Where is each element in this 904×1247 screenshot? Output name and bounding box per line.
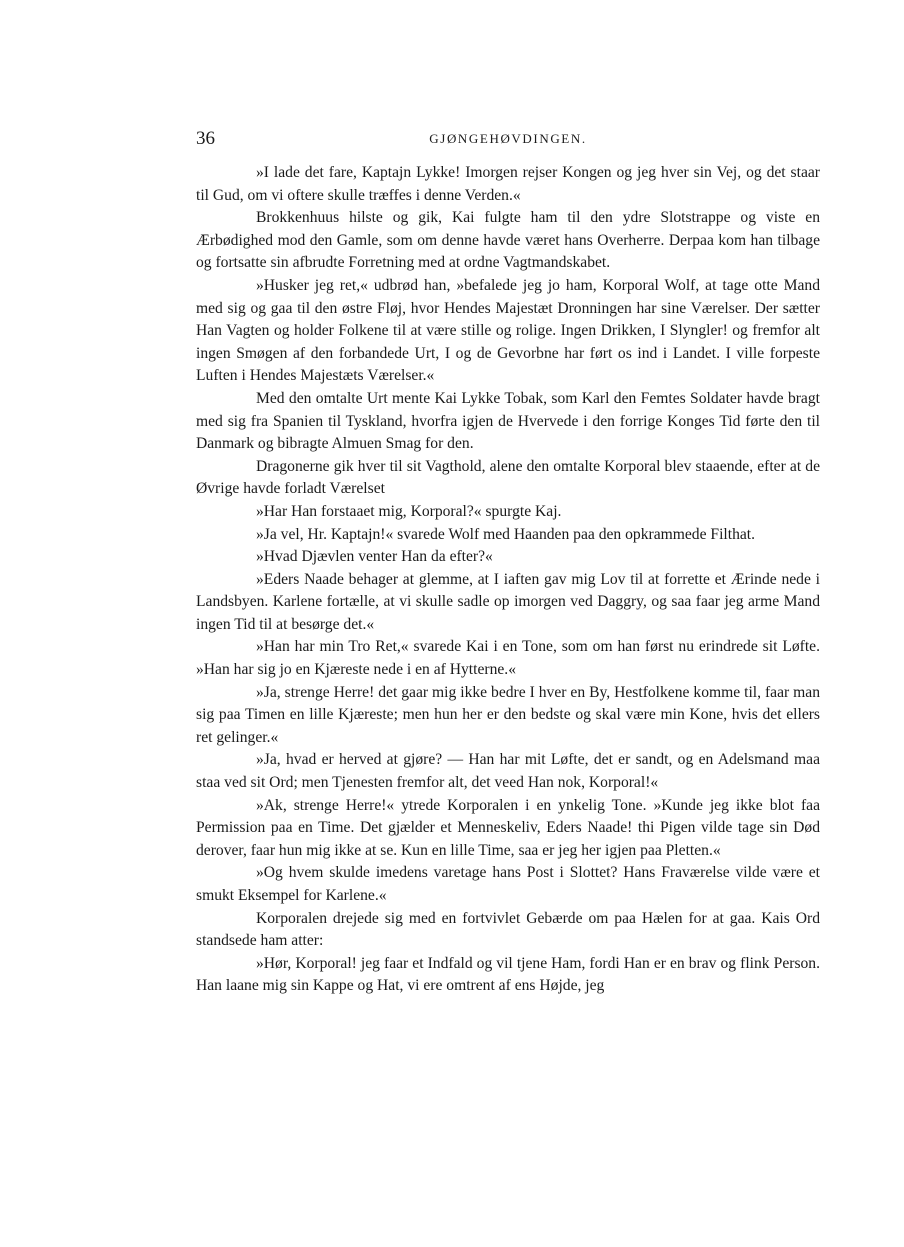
paragraph: »Hør, Korporal! jeg faar et Indfald og vil tjene Ham, fordi Han er en brav og flink Person. Han laane mig sin Kappe og Hat, vi ere omtrent af ens Højde, jeg xyxy=(196,954,820,995)
paragraph: Brokkenhuus hilste og gik, Kai fulgte ham til den ydre Slotstrappe og viste en Ærbødighed mod den Gamle, som om denne havde været hans Overherre. Derpaa kom han tilbage og fortsatte sin afbrudte Forretning med at ordne Vagtmandskabet. xyxy=(196,209,820,272)
paragraph: »I lade det fare, Kaptajn Lykke! Imorgen rejser Kongen og jeg hver sin Vej, og det staar til Gud, om vi oftere skulle træffes i denne Verden.« xyxy=(196,164,820,204)
paragraph: Med den omtalte Urt mente Kai Lykke Tobak, som Karl den Femtes Soldater havde bragt med sig fra Spanien til Tyskland, hvorfra igjen de Hvervede i den forrige Konges Tid førte den til Danmark og bibragte Almuen Smag for den. xyxy=(196,389,820,453)
paragraph: »Hvad Djævlen venter Han da efter?« xyxy=(256,548,493,566)
paragraph: »Han har min Tro Ret,« svarede Kai i en Tone, som om han først nu erindrede sit Løfte. »Han har sig jo en Kjæreste nede i en af Hytterne.« xyxy=(196,638,820,679)
paragraph: »Eders Naade behager at glemme, at I iaften gav mig Lov til at forrette et Ærinde nede i Landsbyen. Karlene fortælle, at vi skulle sadle op imorgen ved Daggry, og saa faar jeg arme Mand ingen Tid til at besørge det.« xyxy=(196,570,820,633)
paragraph: »Husker jeg ret,« udbrød han, »befalede jeg jo ham, Korporal Wolf, at tage otte Mand med sig og gaa til den østre Fløj, hvor Hendes Majestæt Dronningen har sine Værelser. Der sætter Han Vagten og holder Folkene til at være stille og rolige. Ingen Drikken, I Slyngler! og fremfor alt ingen Smøgen af den forbandede Urt, I og de Gevorbne har ført os ind i Landet. I ville forpeste Luften i Hendes Majestæts Værelser.« xyxy=(196,276,820,385)
paragraph: »Har Han forstaaet mig, Korporal?« spurgte Kaj. xyxy=(256,502,562,520)
paragraph: »Ja, strenge Herre! det gaar mig ikke bedre I hver en By, Hestfolkene komme til, faar man sig paa Timen en lille Kjæreste; men hun her er den bedste og skal være min Kone, hvis det ellers ret gelinger.« xyxy=(196,683,820,746)
paragraph: Korporalen drejede sig med en fortvivlet Gebærde om paa Hælen for at gaa. Kais Ord standsede ham atter: xyxy=(196,909,820,950)
paragraph: »Og hvem skulde imedens varetage hans Post i Slottet? Hans Fraværelse vilde være et smukt Eksempel for Karlene.« xyxy=(196,864,820,904)
paragraph: »Ja vel, Hr. Kaptajn!« svarede Wolf med Haanden paa den opkrammede Filthat. xyxy=(256,525,756,543)
paragraph: »Ak, strenge Herre!« ytrede Korporalen i en ynkelig Tone. »Kunde jeg ikke blot faa Permission paa en Time. Det gjælder et Menneskeliv, Eders Naade! thi Pigen vilde tage sin Død derover, faar hun mig ikke at se. Kun en lille Time, saa er jeg her igjen paa Pletten.« xyxy=(196,796,820,859)
page-header xyxy=(196,128,820,154)
paragraph: Dragonerne gik hver til sit Vagthold, alene den omtalte Korporal blev staaende, efter at de Øvrige havde forladt Værelset xyxy=(196,457,820,498)
body-text xyxy=(196,162,820,998)
running-title: GJØNGEHØVDINGEN. xyxy=(429,131,587,146)
page-number: 36 xyxy=(196,128,215,149)
book-page xyxy=(196,128,820,998)
paragraph: »Ja, hvad er herved at gjøre? — Han har mit Løfte, det er sandt, og en Adelsmand maa staa ved sit Ord; men Tjenesten fremfor alt, det veed Han nok, Korporal!« xyxy=(196,751,820,792)
